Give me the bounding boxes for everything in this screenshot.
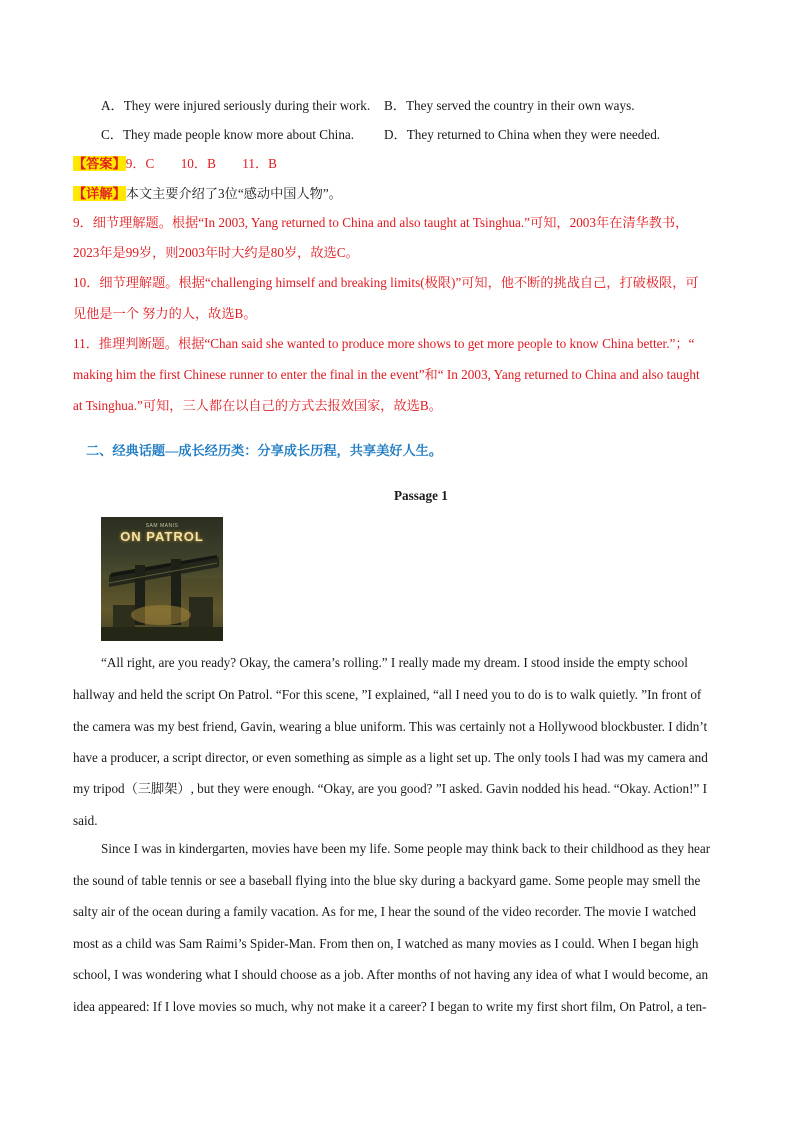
option-a: A．They were injured seriously during their work. [101, 98, 371, 113]
poster-title: ON PATROL [120, 529, 204, 544]
poster-scene-graphic [101, 517, 223, 641]
answer-text: 9．C 10．B 11．B [125, 156, 277, 171]
option-d: D．They returned to China when they were needed. [384, 127, 661, 142]
option-c: C．They made people know more about China. [101, 127, 355, 142]
passage-line-11: school, I was wondering what I should choose as a job. After months of not having any idea of what I would become, an [73, 967, 709, 982]
passage-line-1: “All right, are you ready? Okay, the camera’s rolling.” I really made my dream. I stood inside the empty school [101, 655, 688, 670]
detail-line [73, 185, 342, 203]
q10-explanation-line-2: 见他是一个 努力的人，故选B。 [73, 306, 257, 321]
q9-explanation-line-2: 2023年是99岁，则2003年时大约是80岁，故选C。 [73, 245, 359, 260]
passage-line-6: said. [73, 813, 98, 828]
passage-line-5: my tripod（三脚架）, but they were enough. “Okay, are you good? ”I asked. Gavin nodded his head. “Okay. Action!” I [73, 781, 708, 796]
passage-line-7: Since I was in kindergarten, movies have been my life. Some people may think back to their childhood as they hear [101, 841, 711, 856]
passage-line-9: salty air of the ocean during a family vacation. As for me, I hear the sound of the video recorder. The movie I watched [73, 904, 697, 919]
passage-line-3: the camera was my best friend, Gavin, wearing a blue uniform. This was certainly not a Hollywood blockbuster. I didn’t [73, 719, 708, 734]
q11-explanation-line-3: at Tsinghua.”可知，三人都在以自己的方式去报效国家，故选B。 [73, 398, 442, 413]
detail-text: 本文主要介绍了3位“感动中国人物”。 [125, 186, 342, 201]
answer-line [73, 155, 277, 173]
passage-line-4: have a producer, a script director, or even something as simple as a light set up. The only tools I had was my camera and [73, 750, 708, 765]
q11-explanation-line-1: 11．推理判断题。根据“Chan said she wanted to produce more shows to get more people to know China better.”；“ [73, 336, 695, 351]
q9-explanation-line-1: 9．细节理解题。根据“In 2003, Yang returned to China and also taught at Tsinghua.”可知，2003年在清华教书， [73, 215, 689, 230]
passage-line-2: hallway and held the script On Patrol. “For this scene, ”I explained, “all I need you to do is to walk quietly. ”In front of [73, 687, 702, 702]
q11-explanation-line-2: making him the first Chinese runner to enter the final in the event”和“ In 2003, Yang returned to China and also taught [73, 367, 700, 382]
passage-line-8: the sound of table tennis or see a baseball flying into the blue sky during a backyard game. Some people may smell the [73, 873, 701, 888]
passage-title: Passage 1 [394, 488, 448, 503]
passage-line-12: idea appeared: If I love movies so much, why not make it a career? I began to write my first short film, On Patrol, a ten- [73, 999, 707, 1014]
detail-tag: 【详解】 [73, 186, 126, 201]
answer-tag: 【答案】 [73, 156, 126, 171]
option-b: B．They served the country in their own ways. [384, 98, 635, 113]
poster-subtitle: SAM MANIS [145, 523, 179, 529]
passage-line-10: most as a child was Sam Raimi’s Spider-Man. From then on, I watched as many movies as I could. When I began high [73, 936, 699, 951]
section-heading: 二、经典话题—成长经历类：分享成长历程，共享美好人生。 [86, 443, 443, 458]
movie-poster-image [101, 517, 223, 641]
q10-explanation-line-1: 10．细节理解题。根据“challenging himself and breaking limits(极限)”可知，他不断的挑战自己，打破极限，可 [73, 275, 699, 290]
